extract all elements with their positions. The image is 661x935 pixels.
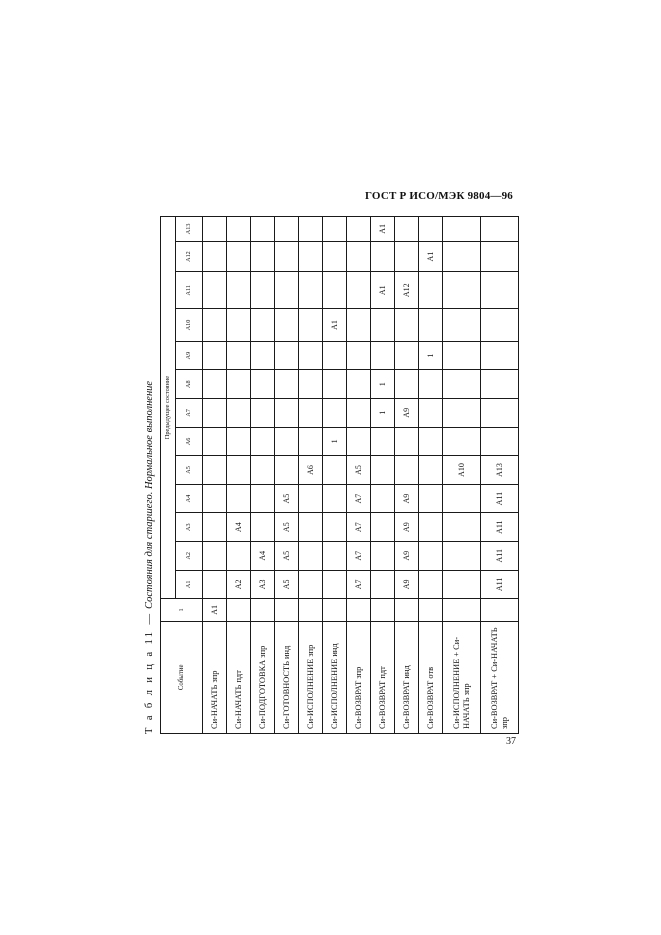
state-cell bbox=[299, 309, 323, 342]
table-row bbox=[299, 217, 323, 734]
state-cell bbox=[275, 599, 299, 621]
state-cell bbox=[203, 370, 227, 399]
state-cell: А10 bbox=[443, 456, 481, 485]
states-table bbox=[160, 216, 519, 734]
rotated-table-block bbox=[144, 216, 516, 734]
state-cell bbox=[481, 399, 519, 428]
table-body bbox=[203, 217, 519, 734]
event-cell: Си-ВОЗВРАТ отв bbox=[419, 621, 443, 733]
state-cell bbox=[323, 541, 347, 570]
col-header-А8: А8 bbox=[176, 370, 203, 399]
state-cell bbox=[347, 217, 371, 242]
group-header: Предыдущее состояние bbox=[161, 217, 176, 599]
event-cell: Си-ИСПОЛНЕНИЕ зпр bbox=[299, 621, 323, 733]
event-cell: Си-ВОЗВРАТ инд bbox=[395, 621, 419, 733]
state-cell bbox=[395, 427, 419, 456]
state-cell bbox=[203, 241, 227, 272]
col-header-А1: А1 bbox=[176, 570, 203, 599]
state-cell bbox=[203, 399, 227, 428]
state-cell: А1 bbox=[419, 241, 443, 272]
table-row bbox=[275, 217, 299, 734]
state-cell bbox=[371, 513, 395, 542]
state-cell bbox=[347, 309, 371, 342]
state-cell bbox=[323, 484, 347, 513]
event-cell: Си-ВОЗВРАТ зпр bbox=[347, 621, 371, 733]
state-cell bbox=[443, 272, 481, 309]
state-cell: А6 bbox=[299, 456, 323, 485]
state-cell bbox=[419, 570, 443, 599]
event-cell: Си-ИСПОЛНЕНИЕ + Си-НАЧАТЬ зпр bbox=[443, 621, 481, 733]
state-cell bbox=[299, 341, 323, 370]
state-cell bbox=[323, 370, 347, 399]
state-cell bbox=[371, 341, 395, 370]
table-row bbox=[251, 217, 275, 734]
state-cell bbox=[371, 570, 395, 599]
state-cell bbox=[299, 570, 323, 599]
state-cell bbox=[347, 399, 371, 428]
state-cell: А12 bbox=[395, 272, 419, 309]
state-cell bbox=[481, 272, 519, 309]
state-cell: А5 bbox=[275, 541, 299, 570]
state-cell bbox=[419, 370, 443, 399]
state-cell bbox=[419, 484, 443, 513]
state-cell bbox=[299, 399, 323, 428]
state-cell bbox=[227, 456, 251, 485]
state-cell bbox=[323, 570, 347, 599]
col-header-А10: А10 bbox=[176, 309, 203, 342]
state-cell bbox=[299, 217, 323, 242]
table-row bbox=[323, 217, 347, 734]
state-cell bbox=[395, 341, 419, 370]
state-cell: А11 bbox=[481, 484, 519, 513]
state-cell bbox=[443, 370, 481, 399]
state-cell bbox=[203, 272, 227, 309]
state-cell bbox=[347, 370, 371, 399]
state-cell bbox=[299, 484, 323, 513]
state-cell bbox=[323, 399, 347, 428]
state-cell bbox=[443, 217, 481, 242]
state-cell bbox=[481, 241, 519, 272]
state-cell: А5 bbox=[275, 484, 299, 513]
state-cell: А7 bbox=[347, 484, 371, 513]
event-header: Событие bbox=[161, 621, 203, 733]
col-header-А4: А4 bbox=[176, 484, 203, 513]
col-header-А2: А2 bbox=[176, 541, 203, 570]
col-header-А9: А9 bbox=[176, 341, 203, 370]
state-cell: А4 bbox=[227, 513, 251, 542]
state-cell bbox=[443, 241, 481, 272]
state-cell bbox=[419, 399, 443, 428]
col-header-А3: А3 bbox=[176, 513, 203, 542]
state-cell bbox=[443, 599, 481, 621]
state-cell: А11 bbox=[481, 541, 519, 570]
state-cell bbox=[251, 513, 275, 542]
state-cell bbox=[481, 217, 519, 242]
event-cell: Си-ВОЗВРАТ + Си-НАЧАТЬ зпр bbox=[481, 621, 519, 733]
state-cell bbox=[275, 399, 299, 428]
state-cell: А1 bbox=[371, 217, 395, 242]
state-cell: А9 bbox=[395, 570, 419, 599]
state-cell bbox=[371, 309, 395, 342]
state-cell bbox=[251, 217, 275, 242]
state-cell bbox=[323, 341, 347, 370]
table-row bbox=[203, 217, 227, 734]
state-cell bbox=[275, 309, 299, 342]
state-cell bbox=[481, 370, 519, 399]
state-cell: А13 bbox=[481, 456, 519, 485]
state-cell bbox=[203, 541, 227, 570]
state-cell bbox=[443, 541, 481, 570]
state-cell bbox=[203, 217, 227, 242]
col-header-А13: А13 bbox=[176, 217, 203, 242]
state-cell bbox=[395, 370, 419, 399]
state-cell: А1 bbox=[371, 272, 395, 309]
event-cell: Си-ИСПОЛНЕНИЕ инд bbox=[323, 621, 347, 733]
state-cell bbox=[371, 456, 395, 485]
state-cell bbox=[227, 217, 251, 242]
state-cell: А7 bbox=[347, 513, 371, 542]
event-cell: Си-НАЧАТЬ пдт bbox=[227, 621, 251, 733]
state-cell bbox=[395, 217, 419, 242]
state-cell: А9 bbox=[395, 513, 419, 542]
state-cell: А9 bbox=[395, 541, 419, 570]
col-header-А11: А11 bbox=[176, 272, 203, 309]
state-cell bbox=[275, 272, 299, 309]
state-cell bbox=[227, 541, 251, 570]
state-cell bbox=[481, 309, 519, 342]
event-cell: Си-ВОЗВРАТ пдт bbox=[371, 621, 395, 733]
table-row bbox=[371, 217, 395, 734]
state-cell bbox=[251, 399, 275, 428]
state-cell bbox=[203, 427, 227, 456]
state-cell bbox=[323, 241, 347, 272]
state-cell bbox=[371, 541, 395, 570]
state-cell bbox=[419, 513, 443, 542]
col-header-1: 1 bbox=[161, 599, 203, 621]
state-cell bbox=[419, 599, 443, 621]
state-cell bbox=[299, 513, 323, 542]
state-cell bbox=[371, 599, 395, 621]
state-cell bbox=[227, 484, 251, 513]
state-cell: А9 bbox=[395, 399, 419, 428]
state-cell bbox=[443, 427, 481, 456]
state-cell bbox=[419, 217, 443, 242]
state-cell bbox=[203, 570, 227, 599]
state-cell: А5 bbox=[275, 513, 299, 542]
document-header: ГОСТ Р ИСО/МЭК 9804—96 bbox=[365, 190, 513, 202]
state-cell: 1 bbox=[371, 370, 395, 399]
state-cell bbox=[443, 513, 481, 542]
state-cell bbox=[323, 513, 347, 542]
state-cell bbox=[347, 599, 371, 621]
state-cell bbox=[227, 341, 251, 370]
state-cell bbox=[371, 241, 395, 272]
state-cell bbox=[251, 272, 275, 309]
event-cell: Си-ПОДГОТОВКА зпр bbox=[251, 621, 275, 733]
col-header-А7: А7 bbox=[176, 399, 203, 428]
state-cell bbox=[275, 456, 299, 485]
state-cell bbox=[323, 217, 347, 242]
state-cell bbox=[419, 272, 443, 309]
state-cell: А7 bbox=[347, 541, 371, 570]
state-cell bbox=[443, 309, 481, 342]
state-cell: А1 bbox=[323, 309, 347, 342]
state-cell bbox=[371, 427, 395, 456]
state-cell bbox=[227, 427, 251, 456]
state-cell bbox=[443, 484, 481, 513]
state-cell bbox=[395, 309, 419, 342]
state-cell bbox=[323, 456, 347, 485]
state-cell: А2 bbox=[227, 570, 251, 599]
col-header-А12: А12 bbox=[176, 241, 203, 272]
state-cell bbox=[251, 309, 275, 342]
state-cell bbox=[227, 241, 251, 272]
state-cell bbox=[299, 370, 323, 399]
table-row bbox=[419, 217, 443, 734]
caption-title: Состояния для старшего. Нормальное выполнение bbox=[144, 380, 155, 612]
state-cell bbox=[251, 370, 275, 399]
state-cell: А9 bbox=[395, 484, 419, 513]
state-cell bbox=[251, 241, 275, 272]
state-cell bbox=[347, 427, 371, 456]
state-cell bbox=[203, 456, 227, 485]
state-cell bbox=[203, 513, 227, 542]
state-cell: А1 bbox=[203, 599, 227, 621]
state-cell bbox=[275, 427, 299, 456]
state-cell bbox=[347, 272, 371, 309]
state-cell bbox=[251, 484, 275, 513]
state-cell bbox=[227, 370, 251, 399]
state-cell bbox=[443, 570, 481, 599]
state-cell bbox=[419, 456, 443, 485]
state-cell bbox=[395, 241, 419, 272]
state-cell bbox=[395, 456, 419, 485]
state-cell bbox=[251, 456, 275, 485]
state-cell bbox=[227, 309, 251, 342]
table-row bbox=[443, 217, 481, 734]
state-cell bbox=[419, 427, 443, 456]
table-caption bbox=[144, 381, 155, 734]
state-cell bbox=[299, 599, 323, 621]
table-row bbox=[347, 217, 371, 734]
state-cell bbox=[227, 272, 251, 309]
state-cell bbox=[251, 599, 275, 621]
state-cell bbox=[299, 272, 323, 309]
state-cell: А11 bbox=[481, 513, 519, 542]
state-cell bbox=[347, 341, 371, 370]
page-number: 37 bbox=[506, 736, 516, 747]
state-cell bbox=[275, 341, 299, 370]
state-cell bbox=[203, 341, 227, 370]
state-cell bbox=[323, 272, 347, 309]
state-cell: 1 bbox=[419, 341, 443, 370]
state-cell bbox=[251, 341, 275, 370]
state-cell bbox=[371, 484, 395, 513]
state-cell bbox=[443, 341, 481, 370]
state-cell bbox=[323, 599, 347, 621]
state-cell bbox=[275, 217, 299, 242]
state-cell: А3 bbox=[251, 570, 275, 599]
caption-label: Т а б л и ц а 11 — bbox=[144, 611, 155, 734]
state-cell bbox=[227, 599, 251, 621]
state-cell bbox=[481, 427, 519, 456]
state-cell bbox=[443, 399, 481, 428]
state-cell bbox=[419, 309, 443, 342]
state-cell bbox=[275, 241, 299, 272]
event-cell: Си-ГОТОВНОСТЬ инд bbox=[275, 621, 299, 733]
state-cell bbox=[275, 370, 299, 399]
state-cell: А4 bbox=[251, 541, 275, 570]
state-cell bbox=[481, 341, 519, 370]
state-cell: А11 bbox=[481, 570, 519, 599]
state-cell: А5 bbox=[347, 456, 371, 485]
state-cell bbox=[203, 484, 227, 513]
state-cell bbox=[299, 427, 323, 456]
state-cell bbox=[299, 541, 323, 570]
table-row bbox=[395, 217, 419, 734]
state-cell bbox=[419, 541, 443, 570]
state-cell: 1 bbox=[323, 427, 347, 456]
event-cell: Си-НАЧАТЬ зпр bbox=[203, 621, 227, 733]
state-cell bbox=[299, 241, 323, 272]
col-header-А6: А6 bbox=[176, 427, 203, 456]
state-cell bbox=[227, 399, 251, 428]
table-row bbox=[227, 217, 251, 734]
state-cell: 1 bbox=[371, 399, 395, 428]
state-cell: А5 bbox=[275, 570, 299, 599]
col-header-А5: А5 bbox=[176, 456, 203, 485]
table-row bbox=[481, 217, 519, 734]
state-cell bbox=[481, 599, 519, 621]
state-cell bbox=[251, 427, 275, 456]
table-head bbox=[161, 217, 203, 734]
state-cell bbox=[395, 599, 419, 621]
state-cell: А7 bbox=[347, 570, 371, 599]
state-cell bbox=[203, 309, 227, 342]
state-cell bbox=[347, 241, 371, 272]
